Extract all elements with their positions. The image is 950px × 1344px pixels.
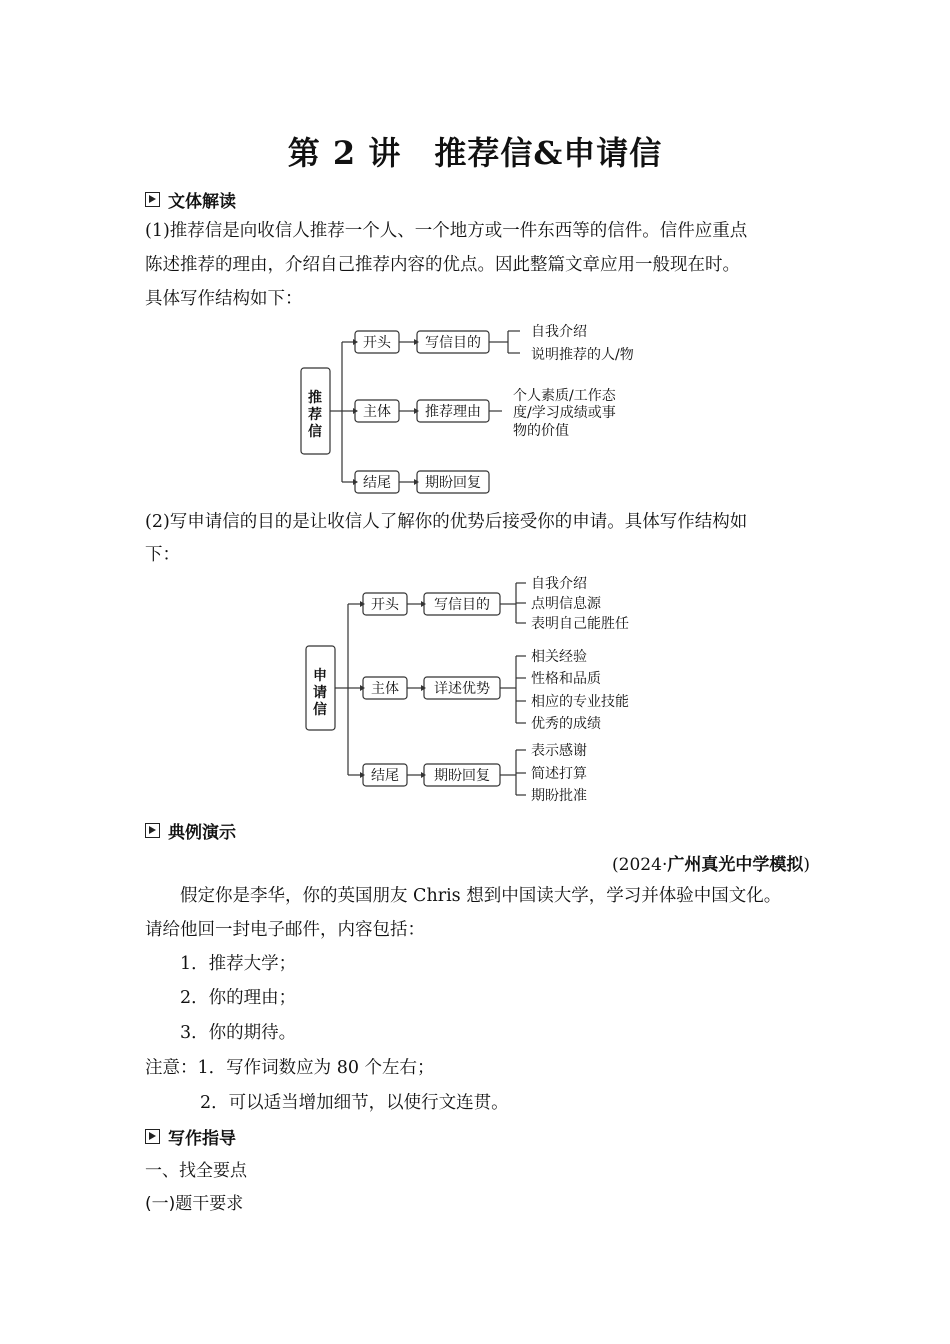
paragraph-line: (1)推荐信是向收信人推荐一个人、一个地方或一件东西等的信件。信件应重点 [145,221,748,241]
branch-sub: 期盼回复 [434,768,490,784]
diagram-root-char: 申 [313,668,327,684]
branch-label: 主体 [363,404,391,420]
branch-sub: 期盼回复 [425,475,481,491]
branch-item: 自我介绍 [531,576,587,592]
branch-sub: 详述优势 [434,681,490,697]
branch-item: 性格和品质 [531,671,601,687]
paragraph-line: 陈述推荐的理由，介绍自己推荐内容的优点。因此整篇文章应用一般现在时。 [145,255,740,275]
subheading: 一、找全要点 [145,1161,247,1181]
play-square-icon [145,1129,160,1144]
branch-sub: 推荐理由 [425,404,481,420]
branch-item: 点明信息源 [531,596,601,612]
branch-item: 表示感谢 [531,743,587,759]
branch-item: 表明自己能胜任 [531,616,629,632]
branch-label: 开头 [371,597,399,613]
note-line: 2．可以适当增加细节，以使行文连贯。 [200,1093,509,1113]
branch-item: 物的价值 [513,423,569,439]
branch-label: 结尾 [363,475,391,491]
page-title: 第 2 讲 推荐信&申请信 [287,134,663,172]
branch-label: 开头 [363,335,391,351]
branch-item: 相关经验 [531,649,587,665]
source-citation: (2024·广州真光中学模拟) [612,855,810,875]
prompt-item: 2．你的理由； [180,988,297,1008]
prompt-line: 假定你是李华，你的英国朋友 Chris 想到中国读大学，学习并体验中国文化。 [145,886,782,906]
note-line: 注意：1．写作词数应为 80 个左右； [145,1058,435,1078]
branch-item: 自我介绍 [531,324,587,340]
branch-item: 期盼批准 [531,788,587,804]
prompt-item: 1．推荐大学； [180,954,297,974]
branch-item: 说明推荐的人/物 [531,347,634,363]
diagram-recommendation-letter [290,320,670,505]
branch-sub: 写信目的 [434,597,490,613]
diagram-root-char: 荐 [308,407,322,423]
diagram-root-char: 请 [313,685,327,701]
diagram-application-letter [290,570,670,810]
section-heading-guide: 写作指导 [145,1124,236,1149]
branch-item: 优秀的成绩 [531,716,601,732]
branch-item: 个人素质/工作态 [513,388,616,404]
subheading: (一)题干要求 [145,1194,244,1214]
prompt-item: 3．你的期待。 [180,1023,297,1043]
branch-item: 度/学习成绩或事 [513,405,616,421]
branch-sub: 写信目的 [425,335,481,351]
branch-item: 简述打算 [531,766,587,782]
section-heading-example: 典例演示 [145,818,236,843]
play-square-icon [145,192,160,207]
diagram-root-char: 信 [308,424,322,440]
diagram-root-char: 推 [308,390,322,406]
branch-item: 相应的专业技能 [531,694,629,710]
paragraph-line: (2)写申请信的目的是让收信人了解你的优势后接受你的申请。具体写作结构如 [145,512,748,532]
play-square-icon [145,823,160,838]
paragraph-line: 具体写作结构如下： [145,289,303,309]
paragraph-line: 下： [145,545,180,565]
branch-label: 主体 [371,681,399,697]
diagram-root-char: 信 [313,702,327,718]
section-heading-genre: 文体解读 [145,187,236,212]
branch-label: 结尾 [371,768,399,784]
prompt-line: 请给他回一封电子邮件，内容包括： [145,920,425,940]
